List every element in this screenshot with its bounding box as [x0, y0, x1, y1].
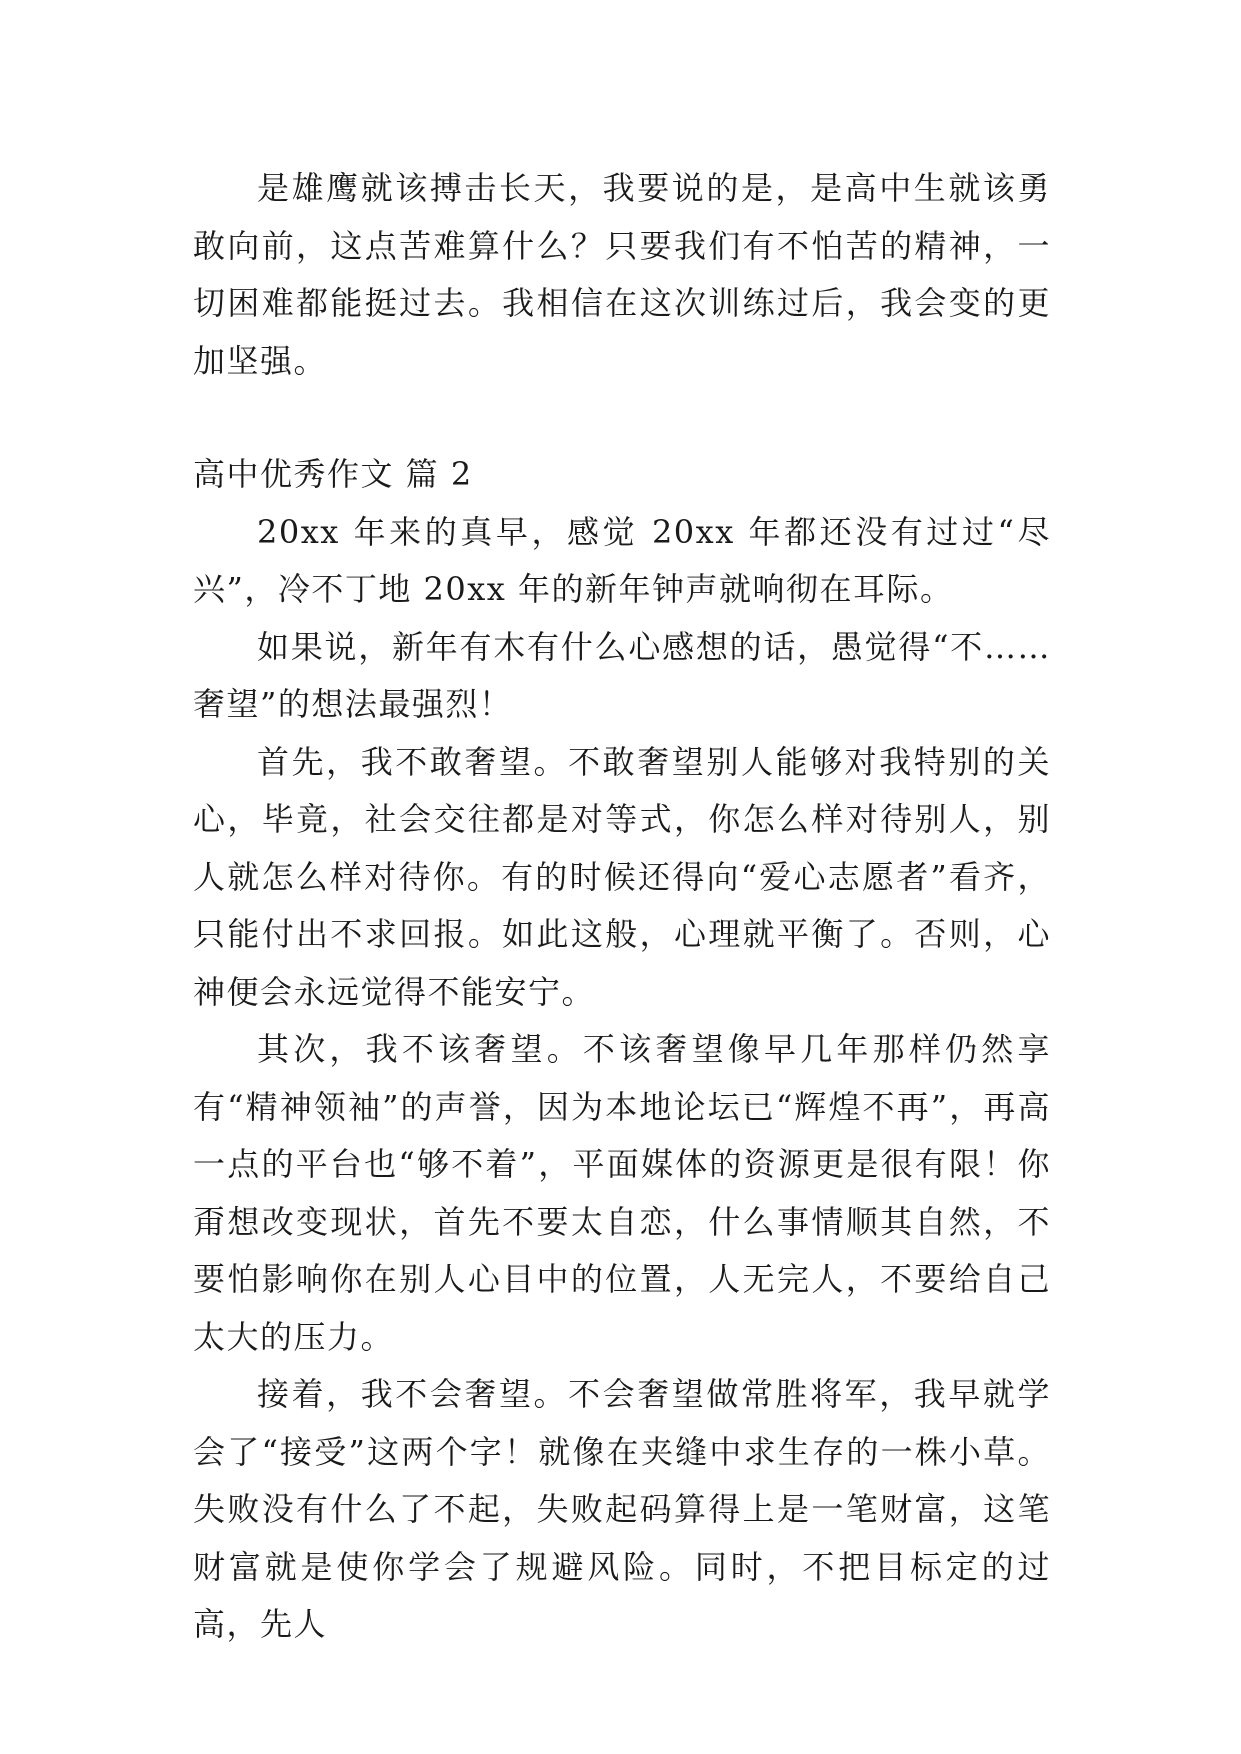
body-paragraph: 如果说，新年有木有什么心感想的话，愚觉得“不……奢望”的想法最强烈！ — [193, 627, 1051, 723]
document-body — [193, 160, 1051, 1654]
body-paragraph: 20xx 年来的真早，感觉 20xx 年都还没有过过“尽兴”，冷不丁地 20xx 年的新年钟声就响彻在耳际。 — [193, 512, 1051, 608]
section-heading: 高中优秀作文 篇 2 — [193, 455, 473, 493]
body-paragraph: 其次，我不该奢望。不该奢望像早几年那样仍然享有“精神领袖”的声誉，因为本地论坛已“辉煌不再”，再高一点的平台也“够不着”，平面媒体的资源更是很有限！你甭想改变现状，首先不要太自恋，什么事情顺其自然，不要怕影响你在别人心目中的位置，人无完人，不要给自己太大的压力。 — [193, 1030, 1051, 1356]
body-paragraph: 接着，我不会奢望。不会奢望做常胜将军，我早就学会了“接受”这两个字！就像在夹缝中求生存的一株小草。失败没有什么了不起，失败起码算得上是一笔财富，这笔财富就是使你学会了规避风险。同时，不把目标定的过高，先人 — [193, 1375, 1051, 1643]
intro-paragraph: 是雄鹰就该搏击长天，我要说的是，是高中生就该勇敢向前，这点苦难算什么？只要我们有不怕苦的精神，一切困难都能挺过去。我相信在这次训练过后，我会变的更加坚强。 — [193, 169, 1051, 380]
body-paragraph: 首先，我不敢奢望。不敢奢望别人能够对我特别的关心，毕竟，社会交往都是对等式，你怎么样对待别人，别人就怎么样对待你。有的时候还得向“爱心志愿者”看齐，只能付出不求回报。如此这般，心理就平衡了。否则，心神便会永远觉得不能安宁。 — [193, 742, 1051, 1011]
